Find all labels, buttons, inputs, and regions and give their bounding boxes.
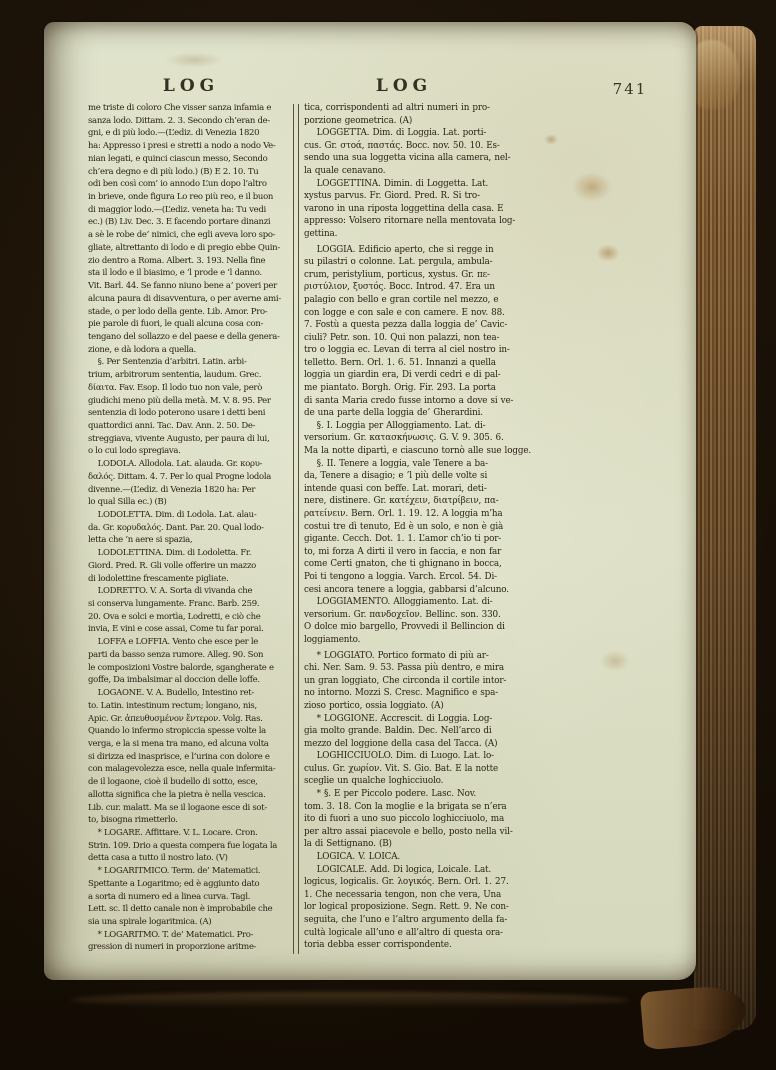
text-line: lor logical proposizione. Segn. Rett. 9. Ne con- — [304, 902, 509, 913]
text-line: cus. Gr. στοά, παστάς. Bocc. nov. 50. 10. Es- — [304, 140, 500, 151]
text-line: goffe, Da imbalsimar al doccion delle loffe. — [88, 675, 260, 686]
page-number: 741 — [612, 80, 648, 98]
text-line: 7. Fostù a questa pezza dalla loggia de’ Cavic- — [304, 320, 508, 331]
text-line: LOGGIA. Edificio aperto, che si regge in — [304, 244, 494, 255]
text-line: Strin. 109. Drio a questa compera fue logata la — [88, 840, 278, 851]
text-line: seguita, che l’uno e l’altro argumento della fa- — [304, 915, 508, 925]
text-line: ciuli? Petr. son. 10. Qui non palazzi, non tea- — [304, 332, 500, 343]
text-line: di santa Maria credo fusse intorno a dove si ve- — [304, 395, 514, 406]
text-line: LODOLA. Allodola. Lat. alauda. Gr. κορυ- — [88, 459, 263, 470]
text-line: streggiava, vivente Augusto, per paura di lui, — [88, 433, 270, 444]
text-line: §. I. Loggia per Alloggiamento. Lat. di- — [304, 420, 486, 431]
text-line: in brieve, onde figura Lo reo più reo, e il buon — [88, 192, 274, 203]
text-line: sceglie un qualche loghicciuolo. — [304, 776, 444, 787]
text-line: δαλός. Dittam. 4. 7. Per lo qual Progne lodola — [88, 471, 272, 482]
text-line: ρατείνειν. Bern. Orl. 1. 19. 12. A loggia m’ha — [304, 509, 503, 519]
text-line: ha: Appresso i presi e stretti a nodo a nodo Ve- — [88, 141, 276, 152]
text-line: cultà logicale all’uno e all’altro di questa ora- — [304, 927, 503, 938]
text-line: o lo cui lodo spregiava. — [88, 446, 181, 457]
page-bottom-edge-shadow — [70, 992, 630, 1008]
text-line: versorium. Gr. πανδοχεῖον. Bellinc. son. 330. — [304, 609, 501, 620]
text-line: LOGAONE. V. A. Budello, Intestino ret- — [88, 688, 254, 699]
text-line: invia, E vini e cose assai, Come tu far porai. — [88, 624, 264, 635]
text-line: Apic. Gr. ἀπευθυσμένον ἔντερον. Volg. Ras. — [88, 713, 263, 724]
text-line: gigante. Cecch. Dot. 1. 1. L’amor ch’io ti por- — [304, 534, 502, 545]
text-line: da. Gr. κορυδαλός. Dant. Par. 20. Qual lodo- — [88, 522, 264, 533]
text-line: mezzo del loggione della casa del Tacca. (A) — [304, 738, 498, 749]
text-line: da, Tenere a disagio; e ’l più delle volte si — [304, 471, 488, 482]
text-line: ec.) (B) Liv. Dec. 3. E facendo portare dinanzi — [88, 217, 271, 228]
text-line: de una parte della loggia de’ Gherardini. — [304, 408, 483, 419]
text-line: * §. E per Piccolo podere. Lasc. Nov. — [304, 789, 477, 800]
page-bottom-corner-curl — [640, 984, 749, 1051]
text-line: si conserva lungamente. Franc. Barb. 259. — [88, 599, 260, 610]
text-line: le composizioni Vostre balorde, sgangherate e — [88, 662, 274, 673]
text-line: di maggior lodo.—(L’ediz. veneta ha: Tu vedi — [88, 204, 266, 215]
text-line: gliate, altrettanto di lodo e di pregio ebbe Quin- — [88, 242, 280, 253]
right-column — [304, 102, 544, 952]
text-line: logicus, logicalis. Gr. λογικός. Bern. Orl. 1. 27. — [304, 877, 509, 888]
text-line: si dirizza ed inasprisce, e l’urina con dolore e — [88, 751, 270, 762]
text-line: a sorta di numero ed a linea curva. Tagl. — [88, 891, 251, 902]
text-line: sendo una sua loggetta vicina alla camera, nel- — [304, 153, 511, 164]
text-line: sentenzia di lodo poterono usare i detti beni — [88, 408, 266, 419]
text-line: a sè le robe de’ nimici, che egli aveva loro spo- — [88, 230, 276, 241]
text-line: stade, o per lodo della gente. Lib. Amor. Pro- — [88, 306, 268, 317]
column-divider — [293, 104, 299, 954]
text-line: gni, e di più lodo.—(L’ediz. di Venezia 1820 — [88, 128, 260, 139]
text-line: LOFFA e LOFFIA. Vento che esce per le — [88, 637, 258, 648]
text-line: varono in una riposta loggettina della casa. E — [304, 203, 504, 214]
text-line: Lib. cur. malatt. Ma se il logaone esce di sot- — [88, 802, 267, 813]
text-line: LOGGETTINA. Dimin. di Loggetta. Lat. — [304, 178, 489, 189]
text-line: verga, e la si mena tra mano, ed alcuna volta — [88, 738, 269, 749]
text-line: su pilastri o colonne. Lat. pergula, ambula- — [304, 257, 493, 268]
text-line: lo qual Silla ec.) (B) — [88, 497, 167, 508]
text-line: Lett. sc. Il detto canale non è improbabile che — [88, 904, 273, 915]
text-line: tica, corrispondenti ad altri numeri in pro- — [304, 103, 490, 113]
text-line: LODRETTO. V. A. Sorta di vivanda che — [88, 586, 253, 597]
text-line: la di Settignano. (B) — [304, 839, 392, 850]
text-line: giudichi meno più della metà. M. V. 8. 95. Per — [88, 395, 271, 406]
text-line: de il logaone, cioè il budello di sotto, esce, — [88, 777, 258, 788]
text-line: * LOGGIONE. Accrescit. di Loggia. Log- — [304, 713, 493, 724]
text-line: sta il lodo e il biasimo, e ’l prode e ’l danno. — [88, 268, 262, 279]
text-line: intende quasi con beffe. Lat. morari, deti- — [304, 483, 487, 494]
text-line: O dolce mio bargello, Provvedi il Bellincion di — [304, 622, 505, 633]
book-page — [44, 22, 696, 980]
text-line: Giord. Pred. R. Gli volle offerire un mazzo — [88, 560, 256, 571]
text-line: un gran loggiato, Che circonda il cortile intor- — [304, 675, 507, 686]
foxing-stain — [596, 244, 620, 262]
text-line: gettina. — [304, 228, 338, 239]
text-line: gression di numeri in proporzione aritme- — [88, 942, 257, 953]
text-line: δίαιτα. Fav. Esop. Il lodo tuo non vale, però — [88, 382, 263, 393]
text-line: costui tre dì tenuto, Ed è un solo, e non è già — [304, 521, 504, 532]
text-line: quattordici anni. Tac. Dav. Ann. 2. 50. De- — [88, 420, 256, 431]
text-line: Ma la notte dipartì, e ciascuno tornò alle sue logge. — [304, 446, 532, 457]
text-line: chi. Ner. Sam. 9. 53. Passa più dentro, e mira — [304, 663, 504, 674]
text-line: me piantato. Borgh. Orig. Fir. 293. La porta — [304, 383, 496, 394]
text-line: gia molto grande. Baldin. Dec. Nell’arco di — [304, 726, 492, 737]
text-line: zione, e dà lodora a quella. — [88, 344, 196, 355]
text-line: la quale cenavano. — [304, 165, 386, 176]
text-line: odi ben così com’ io annodo L’un dopo l’altro — [88, 179, 267, 190]
text-line: to, mi forza A dirti il vero in faccia, e non far — [304, 546, 502, 557]
text-line: me triste di coloro Che visser sanza infamia e — [88, 103, 272, 113]
text-line: xystus parvus. Fr. Giord. Pred. R. Si tro- — [304, 191, 480, 202]
text-line: ch’era degno e di più lodo.) (B) E 2. 10. Tu — [88, 166, 259, 177]
text-line: §. Per Sentenzia d’arbitri. Latin. arbi- — [88, 357, 247, 368]
text-line: tro o loggia ec. Levan di terra al ciel nostro in- — [304, 345, 510, 356]
text-line: * LOGARITMO. T. de’ Matematici. Pro- — [88, 929, 254, 940]
text-line: come Certi gnaton, che ti ghignano in bocca, — [304, 559, 502, 570]
text-line: zioso portico, ossia loggiato. (A) — [304, 700, 444, 711]
text-line: Spettante a Logaritmo; ed è aggiunto dato — [88, 878, 260, 889]
text-line: LOGGETTA. Dim. di Loggia. Lat. porti- — [304, 128, 487, 139]
text-line: con logge e con sale e con camere. E nov. 88. — [304, 307, 505, 318]
text-line: LODOLETTINA. Dim. di Lodoletta. Fr. — [88, 548, 252, 559]
text-line: §. II. Tenere a loggia, vale Tenere a ba- — [304, 458, 488, 469]
text-line: per altro assai piacevole e bello, posto nella vil- — [304, 826, 513, 837]
text-line: divenne.—(L’ediz. di Venezia 1820 ha: Per — [88, 484, 256, 495]
running-head-right: LOG — [375, 76, 433, 96]
left-column — [88, 102, 294, 954]
text-line: alcuna paura di disavventura, o per averne ami- — [88, 293, 281, 304]
text-line: toria debba esser corrispondente. — [304, 940, 452, 951]
text-line: pie parole di fuori, le quali alcuna cosa con- — [88, 319, 264, 330]
text-line: nere, distinere. Gr. κατέχειν, διατρίβειν, πα- — [304, 496, 499, 507]
text-line: di lodolettine frescamente pigliate. — [88, 573, 229, 584]
text-line: tengano del sollazzo e del paese e della genera- — [88, 331, 280, 342]
text-line: sanza lodo. Dittam. 2. 3. Secondo ch’eran de- — [88, 115, 270, 126]
text-line: LOGGIAMENTO. Alloggiamento. Lat. di- — [304, 597, 493, 608]
text-line: LOGICA. V. LOICA. — [304, 852, 401, 863]
foxing-stain — [572, 172, 612, 202]
text-line: letta che ’n aere si spazia, — [88, 535, 193, 546]
text-line: * LOGGIATO. Portico formato di più ar- — [304, 650, 489, 661]
text-line: versorium. Gr. κατασκήνωσις. G. V. 9. 305. 6. — [304, 433, 504, 444]
text-line: ριστύλιον, ξυστός. Bocc. Introd. 47. Era un — [304, 282, 495, 293]
text-line: allotta significa che la pietra è nella vescica. — [88, 789, 266, 800]
text-line: Poi ti tengono a loggia. Varch. Ercol. 54. Di- — [304, 571, 497, 582]
text-line: 1. Che necessaria tengon, non che vera, Una — [304, 889, 502, 900]
text-line: tom. 3. 18. Con la moglie e la brigata se n’era — [304, 801, 507, 812]
text-line: Quando lo infermo stropiccia spesse volte la — [88, 726, 266, 737]
text-line: loggia un giardin era, Di verdi cedri e di pal- — [304, 370, 501, 381]
text-line: culus. Gr. χωρίον. Vit. S. Gio. Bat. E la notte — [304, 763, 499, 774]
text-line: to. Latin. intestinum rectum; longano, nis, — [88, 700, 257, 711]
text-line: 20. Ova e solci e mortìa, Lodretti, e ciò che — [88, 611, 261, 622]
text-line: to, bisogna rimetterlo. — [88, 815, 178, 826]
text-line: loggiamento. — [304, 634, 361, 645]
text-line: con malagevolezza esce, nella quale infermita- — [88, 764, 276, 775]
text-line: cesi ancora tenere a loggia, gabbarsi d’alcuno. — [304, 584, 509, 595]
foxing-stain — [600, 650, 630, 672]
running-head-left: LOG — [162, 76, 220, 96]
text-line: ito di fuori a uno suo piccolo loghicciuolo, ma — [304, 814, 505, 825]
text-line: trium, arbitrorum sententia, laudum. Grec. — [88, 370, 262, 381]
foxing-stain — [544, 134, 558, 145]
text-line: no intorno. Mozzi S. Cresc. Magnifico e spa- — [304, 688, 499, 699]
text-line: porzione geometrica. (A) — [304, 115, 413, 126]
text-line: sia una spirale logaritmica. (A) — [88, 917, 212, 927]
text-line: crum, peristylium, porticus, xystus. Gr. πε- — [304, 269, 490, 280]
text-line: telletto. Bern. Orl. 1. 6. 51. Innanzi a quella — [304, 357, 496, 368]
text-line: palagio con bello e gran cortile nel mezzo, e — [304, 294, 499, 305]
book-fore-edge — [694, 26, 756, 1030]
text-line: detta casa a tutto il nostro lato. (V) — [88, 853, 228, 864]
text-line: Vit. Barl. 44. Se fanno niuno bene a’ poveri per — [88, 281, 277, 292]
text-line: zio dentro a Roma. Albert. 3. 193. Nella fine — [88, 255, 266, 266]
text-line: LODOLETTA. Dim. di Lodola. Lat. alau- — [88, 510, 257, 520]
text-line: appresso: Volsero ritornare nella mentovata log- — [304, 216, 516, 227]
foxing-stain — [164, 52, 224, 68]
text-line: * LOGARITMICO. Term. de’ Matematici. — [88, 866, 261, 877]
text-line: LOGHICCIUOLO. Dim. di Luogo. Lat. lo- — [304, 751, 494, 762]
text-line: nian legati, e quinci ciascun messo, Secondo — [88, 153, 268, 164]
text-line: * LOGARE. Affittare. V. L. Locare. Cron. — [88, 827, 258, 838]
text-line: parti da basso senza rumore. Alleg. 90. Son — [88, 649, 264, 660]
text-line: LOGICALE. Add. Di logica, Loicale. Lat. — [304, 864, 492, 875]
